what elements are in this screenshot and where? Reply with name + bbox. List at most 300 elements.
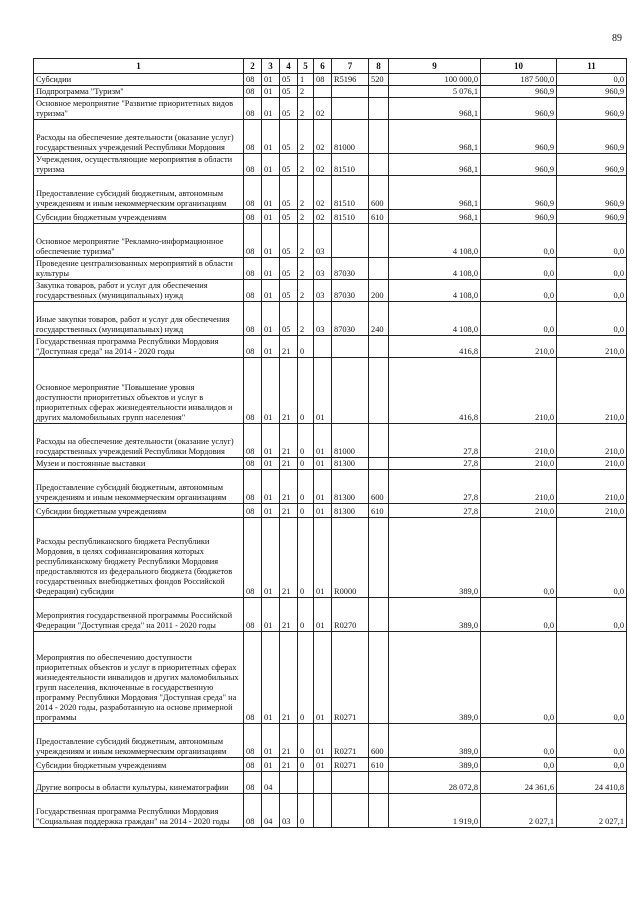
row-value-cell-col-9: 968,1 bbox=[389, 154, 481, 176]
row-value-cell-col-10: 960,9 bbox=[481, 176, 557, 210]
row-value-cell-col-3: 01 bbox=[262, 632, 280, 724]
row-value-cell-col-5 bbox=[298, 772, 314, 794]
row-value-cell-col-7: R0000 bbox=[332, 518, 369, 598]
row-value-cell-col-3: 01 bbox=[262, 74, 280, 86]
row-value-cell-col-2: 08 bbox=[244, 336, 262, 358]
row-value-cell-col-4: 05 bbox=[280, 120, 298, 154]
row-value-cell-col-10: 0,0 bbox=[481, 632, 557, 724]
row-value-cell-col-6: 03 bbox=[314, 224, 332, 258]
column-header-2: 2 bbox=[244, 59, 262, 74]
row-value-cell-col-7: 81510 bbox=[332, 176, 369, 210]
row-value-cell-col-5: 0 bbox=[298, 358, 314, 424]
row-value-cell-col-6: 01 bbox=[314, 518, 332, 598]
row-value-cell-col-2: 08 bbox=[244, 772, 262, 794]
column-header-4: 4 bbox=[280, 59, 298, 74]
row-value-cell-col-4: 05 bbox=[280, 302, 298, 336]
row-name-cell: Субсидии bbox=[34, 74, 244, 86]
row-value-cell-col-4: 21 bbox=[280, 470, 298, 504]
row-value-cell-col-6: 01 bbox=[314, 632, 332, 724]
row-value-cell-col-3: 01 bbox=[262, 154, 280, 176]
row-value-cell-col-4 bbox=[280, 772, 298, 794]
row-value-cell-col-5: 2 bbox=[298, 120, 314, 154]
row-name-cell: Основное мероприятие "Развитие приоритетных видов туризма" bbox=[34, 98, 244, 120]
row-value-cell-col-2: 08 bbox=[244, 176, 262, 210]
row-value-cell-col-6: 01 bbox=[314, 504, 332, 518]
table-row bbox=[34, 724, 627, 758]
row-value-cell-col-10: 0,0 bbox=[481, 598, 557, 632]
row-value-cell-col-2: 08 bbox=[244, 724, 262, 758]
row-value-cell-col-2: 08 bbox=[244, 258, 262, 280]
row-value-cell-col-7: 81510 bbox=[332, 154, 369, 176]
row-value-cell-col-4: 03 bbox=[280, 794, 298, 828]
row-value-cell-col-5: 2 bbox=[298, 86, 314, 98]
row-value-cell-col-6: 01 bbox=[314, 358, 332, 424]
table-row bbox=[34, 772, 627, 794]
row-value-cell-col-8 bbox=[369, 86, 389, 98]
row-value-cell-col-3: 04 bbox=[262, 772, 280, 794]
table-row bbox=[34, 176, 627, 210]
row-name-cell: Учреждения, осуществляющие мероприятия в области туризма bbox=[34, 154, 244, 176]
row-value-cell-col-2: 08 bbox=[244, 358, 262, 424]
table-row bbox=[34, 210, 627, 224]
row-value-cell-col-11: 960,9 bbox=[557, 176, 627, 210]
row-value-cell-col-4: 21 bbox=[280, 632, 298, 724]
row-name-cell: Расходы на обеспечение деятельности (оказание услуг) государственных учреждений Республики Мордовия bbox=[34, 424, 244, 458]
row-value-cell-col-9: 389,0 bbox=[389, 518, 481, 598]
row-value-cell-col-5: 0 bbox=[298, 598, 314, 632]
row-value-cell-col-6: 01 bbox=[314, 758, 332, 772]
row-value-cell-col-11: 210,0 bbox=[557, 470, 627, 504]
row-value-cell-col-11: 24 410,8 bbox=[557, 772, 627, 794]
row-value-cell-col-7 bbox=[332, 336, 369, 358]
row-value-cell-col-7: 81300 bbox=[332, 458, 369, 470]
row-value-cell-col-11: 0,0 bbox=[557, 258, 627, 280]
row-value-cell-col-9: 100 000,0 bbox=[389, 74, 481, 86]
table-row bbox=[34, 424, 627, 458]
row-value-cell-col-7: R0270 bbox=[332, 598, 369, 632]
row-value-cell-col-7: 81510 bbox=[332, 210, 369, 224]
row-value-cell-col-9: 1 919,0 bbox=[389, 794, 481, 828]
row-value-cell-col-9: 389,0 bbox=[389, 758, 481, 772]
table-row bbox=[34, 224, 627, 258]
row-value-cell-col-9: 27,8 bbox=[389, 470, 481, 504]
row-value-cell-col-6: 03 bbox=[314, 302, 332, 336]
row-value-cell-col-10: 0,0 bbox=[481, 518, 557, 598]
table-row bbox=[34, 504, 627, 518]
row-value-cell-col-3: 01 bbox=[262, 224, 280, 258]
row-value-cell-col-11: 960,9 bbox=[557, 120, 627, 154]
row-value-cell-col-11: 0,0 bbox=[557, 724, 627, 758]
row-value-cell-col-3: 01 bbox=[262, 336, 280, 358]
row-value-cell-col-8 bbox=[369, 598, 389, 632]
row-value-cell-col-10: 187 500,0 bbox=[481, 74, 557, 86]
row-value-cell-col-6: 01 bbox=[314, 598, 332, 632]
table-row bbox=[34, 258, 627, 280]
row-value-cell-col-6: 01 bbox=[314, 470, 332, 504]
row-value-cell-col-10: 210,0 bbox=[481, 358, 557, 424]
table-row bbox=[34, 74, 627, 86]
table-header-row bbox=[34, 59, 627, 74]
row-value-cell-col-7 bbox=[332, 794, 369, 828]
row-value-cell-col-2: 08 bbox=[244, 224, 262, 258]
row-value-cell-col-10: 0,0 bbox=[481, 758, 557, 772]
row-value-cell-col-3: 01 bbox=[262, 758, 280, 772]
row-value-cell-col-2: 08 bbox=[244, 424, 262, 458]
table-row bbox=[34, 470, 627, 504]
row-value-cell-col-8 bbox=[369, 98, 389, 120]
row-value-cell-col-2: 08 bbox=[244, 74, 262, 86]
column-header-3: 3 bbox=[262, 59, 280, 74]
row-value-cell-col-5: 0 bbox=[298, 504, 314, 518]
row-value-cell-col-10: 960,9 bbox=[481, 154, 557, 176]
row-value-cell-col-11: 210,0 bbox=[557, 424, 627, 458]
table-row bbox=[34, 598, 627, 632]
row-value-cell-col-6: 02 bbox=[314, 176, 332, 210]
row-value-cell-col-8 bbox=[369, 358, 389, 424]
row-value-cell-col-6 bbox=[314, 86, 332, 98]
row-value-cell-col-4: 21 bbox=[280, 724, 298, 758]
row-value-cell-col-8 bbox=[369, 518, 389, 598]
row-name-cell: Государственная программа Республики Мордовия "Социальная поддержка граждан" на 2014 - 2020 годы bbox=[34, 794, 244, 828]
row-value-cell-col-11: 0,0 bbox=[557, 632, 627, 724]
row-value-cell-col-4: 21 bbox=[280, 504, 298, 518]
row-value-cell-col-11: 210,0 bbox=[557, 504, 627, 518]
row-value-cell-col-3: 01 bbox=[262, 470, 280, 504]
row-value-cell-col-11: 0,0 bbox=[557, 758, 627, 772]
row-value-cell-col-3: 01 bbox=[262, 724, 280, 758]
column-header-1: 1 bbox=[34, 59, 244, 74]
row-name-cell: Предоставление субсидий бюджетным, автономным учреждениям и иным некоммерческим организациям bbox=[34, 470, 244, 504]
row-value-cell-col-2: 08 bbox=[244, 154, 262, 176]
column-header-9: 9 bbox=[389, 59, 481, 74]
row-value-cell-col-11: 0,0 bbox=[557, 74, 627, 86]
row-value-cell-col-10: 24 361,6 bbox=[481, 772, 557, 794]
row-value-cell-col-2: 08 bbox=[244, 470, 262, 504]
table-row bbox=[34, 98, 627, 120]
row-value-cell-col-3: 01 bbox=[262, 98, 280, 120]
row-value-cell-col-5: 0 bbox=[298, 424, 314, 458]
row-value-cell-col-3: 01 bbox=[262, 280, 280, 302]
row-name-cell: Закупка товаров, работ и услуг для обеспечения государственных (муниципальных) нужд bbox=[34, 280, 244, 302]
row-value-cell-col-3: 04 bbox=[262, 794, 280, 828]
row-name-cell: Государственная программа Республики Мордовия "Доступная среда" на 2014 - 2020 годы bbox=[34, 336, 244, 358]
row-value-cell-col-5: 0 bbox=[298, 758, 314, 772]
row-name-cell: Основное мероприятие "Рекламно-информационное обеспечение туризма" bbox=[34, 224, 244, 258]
table-row bbox=[34, 632, 627, 724]
row-value-cell-col-3: 01 bbox=[262, 424, 280, 458]
row-value-cell-col-2: 08 bbox=[244, 86, 262, 98]
row-value-cell-col-6: 01 bbox=[314, 424, 332, 458]
row-value-cell-col-6: 03 bbox=[314, 258, 332, 280]
row-value-cell-col-4: 05 bbox=[280, 224, 298, 258]
row-value-cell-col-9: 968,1 bbox=[389, 176, 481, 210]
row-value-cell-col-8: 610 bbox=[369, 210, 389, 224]
row-value-cell-col-4: 05 bbox=[280, 74, 298, 86]
row-value-cell-col-9: 4 108,0 bbox=[389, 302, 481, 336]
row-value-cell-col-11: 210,0 bbox=[557, 358, 627, 424]
row-value-cell-col-6: 08 bbox=[314, 74, 332, 86]
row-value-cell-col-5: 2 bbox=[298, 176, 314, 210]
row-value-cell-col-8 bbox=[369, 154, 389, 176]
row-value-cell-col-2: 08 bbox=[244, 794, 262, 828]
row-value-cell-col-3: 01 bbox=[262, 258, 280, 280]
table-row bbox=[34, 794, 627, 828]
row-value-cell-col-9: 389,0 bbox=[389, 724, 481, 758]
row-value-cell-col-4: 21 bbox=[280, 458, 298, 470]
row-value-cell-col-5: 0 bbox=[298, 458, 314, 470]
row-value-cell-col-9: 27,8 bbox=[389, 504, 481, 518]
row-value-cell-col-8 bbox=[369, 458, 389, 470]
row-value-cell-col-7: R0271 bbox=[332, 758, 369, 772]
table-row bbox=[34, 758, 627, 772]
row-value-cell-col-7 bbox=[332, 86, 369, 98]
row-value-cell-col-2: 08 bbox=[244, 598, 262, 632]
table-row bbox=[34, 458, 627, 470]
row-value-cell-col-2: 08 bbox=[244, 504, 262, 518]
table-row bbox=[34, 120, 627, 154]
row-value-cell-col-7: 87030 bbox=[332, 302, 369, 336]
row-value-cell-col-9: 4 108,0 bbox=[389, 280, 481, 302]
row-value-cell-col-10: 0,0 bbox=[481, 302, 557, 336]
row-value-cell-col-8 bbox=[369, 794, 389, 828]
row-value-cell-col-6: 01 bbox=[314, 458, 332, 470]
row-value-cell-col-7: 87030 bbox=[332, 280, 369, 302]
row-value-cell-col-2: 08 bbox=[244, 758, 262, 772]
row-value-cell-col-11: 960,9 bbox=[557, 86, 627, 98]
budget-table bbox=[33, 58, 627, 828]
row-value-cell-col-8: 200 bbox=[369, 280, 389, 302]
row-value-cell-col-9: 416,8 bbox=[389, 336, 481, 358]
row-value-cell-col-3: 01 bbox=[262, 176, 280, 210]
row-value-cell-col-3: 01 bbox=[262, 458, 280, 470]
row-name-cell: Предоставление субсидий бюджетным, автономным учреждениям и иным некоммерческим организациям bbox=[34, 176, 244, 210]
row-value-cell-col-6: 01 bbox=[314, 724, 332, 758]
row-name-cell: Мероприятия по обеспечению доступности приоритетных объектов и услуг в приоритетных сферах жизнедеятельности инвалидов и других маломобильных групп населения, включенные в государственную программу Республики Мордовия "Доступная среда" на 2014 - 2020 годы, разработанную на основе примерной программы bbox=[34, 632, 244, 724]
row-value-cell-col-10: 2 027,1 bbox=[481, 794, 557, 828]
row-value-cell-col-9: 968,1 bbox=[389, 120, 481, 154]
row-value-cell-col-7: R5196 bbox=[332, 74, 369, 86]
row-value-cell-col-10: 960,9 bbox=[481, 120, 557, 154]
row-value-cell-col-8: 240 bbox=[369, 302, 389, 336]
row-value-cell-col-5: 0 bbox=[298, 518, 314, 598]
row-value-cell-col-4: 21 bbox=[280, 358, 298, 424]
row-name-cell: Субсидии бюджетным учреждениям bbox=[34, 504, 244, 518]
row-value-cell-col-11: 210,0 bbox=[557, 458, 627, 470]
row-name-cell: Субсидии бюджетным учреждениям bbox=[34, 210, 244, 224]
table-row bbox=[34, 358, 627, 424]
row-value-cell-col-9: 968,1 bbox=[389, 210, 481, 224]
row-value-cell-col-7: 81000 bbox=[332, 424, 369, 458]
row-value-cell-col-4: 21 bbox=[280, 758, 298, 772]
row-value-cell-col-8: 520 bbox=[369, 74, 389, 86]
row-value-cell-col-4: 05 bbox=[280, 86, 298, 98]
row-value-cell-col-5: 2 bbox=[298, 224, 314, 258]
table-row bbox=[34, 154, 627, 176]
row-value-cell-col-5: 0 bbox=[298, 336, 314, 358]
row-value-cell-col-10: 0,0 bbox=[481, 224, 557, 258]
row-value-cell-col-10: 960,9 bbox=[481, 86, 557, 98]
row-value-cell-col-7 bbox=[332, 224, 369, 258]
table-row bbox=[34, 86, 627, 98]
row-value-cell-col-9: 968,1 bbox=[389, 98, 481, 120]
row-value-cell-col-6: 02 bbox=[314, 98, 332, 120]
row-value-cell-col-5: 2 bbox=[298, 280, 314, 302]
row-value-cell-col-9: 389,0 bbox=[389, 598, 481, 632]
column-header-10: 10 bbox=[481, 59, 557, 74]
row-value-cell-col-7 bbox=[332, 98, 369, 120]
row-value-cell-col-6 bbox=[314, 336, 332, 358]
row-value-cell-col-7: 81300 bbox=[332, 504, 369, 518]
row-name-cell: Расходы на обеспечение деятельности (оказание услуг) государственных учреждений Республики Мордовия bbox=[34, 120, 244, 154]
row-value-cell-col-9: 4 108,0 bbox=[389, 258, 481, 280]
row-value-cell-col-9: 27,8 bbox=[389, 424, 481, 458]
row-value-cell-col-7: R0271 bbox=[332, 724, 369, 758]
row-value-cell-col-5: 0 bbox=[298, 632, 314, 724]
row-value-cell-col-7: R0271 bbox=[332, 632, 369, 724]
row-value-cell-col-3: 01 bbox=[262, 504, 280, 518]
row-value-cell-col-10: 0,0 bbox=[481, 258, 557, 280]
row-value-cell-col-8 bbox=[369, 224, 389, 258]
row-value-cell-col-11: 0,0 bbox=[557, 518, 627, 598]
row-value-cell-col-4: 21 bbox=[280, 598, 298, 632]
row-value-cell-col-10: 960,9 bbox=[481, 98, 557, 120]
row-value-cell-col-11: 960,9 bbox=[557, 154, 627, 176]
row-value-cell-col-5: 2 bbox=[298, 98, 314, 120]
row-value-cell-col-5: 2 bbox=[298, 258, 314, 280]
row-value-cell-col-4: 05 bbox=[280, 210, 298, 224]
row-value-cell-col-4: 21 bbox=[280, 518, 298, 598]
table-row bbox=[34, 302, 627, 336]
row-value-cell-col-2: 08 bbox=[244, 280, 262, 302]
row-value-cell-col-11: 0,0 bbox=[557, 598, 627, 632]
column-header-11: 11 bbox=[557, 59, 627, 74]
row-value-cell-col-10: 210,0 bbox=[481, 470, 557, 504]
row-value-cell-col-3: 01 bbox=[262, 302, 280, 336]
row-value-cell-col-4: 21 bbox=[280, 336, 298, 358]
row-name-cell: Подпрограмма "Туризм" bbox=[34, 86, 244, 98]
row-value-cell-col-3: 01 bbox=[262, 120, 280, 154]
column-header-6: 6 bbox=[314, 59, 332, 74]
row-value-cell-col-4: 05 bbox=[280, 280, 298, 302]
row-value-cell-col-3: 01 bbox=[262, 210, 280, 224]
row-value-cell-col-6: 02 bbox=[314, 154, 332, 176]
row-value-cell-col-9: 5 076,1 bbox=[389, 86, 481, 98]
row-value-cell-col-6 bbox=[314, 772, 332, 794]
row-value-cell-col-2: 08 bbox=[244, 210, 262, 224]
row-value-cell-col-2: 08 bbox=[244, 120, 262, 154]
row-value-cell-col-7: 87030 bbox=[332, 258, 369, 280]
row-name-cell: Расходы республиканского бюджета Республики Мордовия, в целях софинансирования которых республиканскому бюджету Республики Мордовия предоставляются из федерального бюджета (бюджетов государственных внебюджетных фондов Российской Федерации) субсидии bbox=[34, 518, 244, 598]
row-value-cell-col-8 bbox=[369, 632, 389, 724]
row-value-cell-col-3: 01 bbox=[262, 518, 280, 598]
row-value-cell-col-11: 0,0 bbox=[557, 280, 627, 302]
row-value-cell-col-9: 4 108,0 bbox=[389, 224, 481, 258]
row-value-cell-col-2: 08 bbox=[244, 518, 262, 598]
column-header-5: 5 bbox=[298, 59, 314, 74]
row-value-cell-col-4: 05 bbox=[280, 98, 298, 120]
row-value-cell-col-11: 2 027,1 bbox=[557, 794, 627, 828]
row-name-cell: Другие вопросы в области культуры, кинематографии bbox=[34, 772, 244, 794]
row-value-cell-col-4: 05 bbox=[280, 176, 298, 210]
row-name-cell: Проведение централизованных мероприятий в области культуры bbox=[34, 258, 244, 280]
row-value-cell-col-5: 2 bbox=[298, 154, 314, 176]
row-value-cell-col-4: 21 bbox=[280, 424, 298, 458]
row-name-cell: Субсидии бюджетным учреждениям bbox=[34, 758, 244, 772]
row-value-cell-col-5: 0 bbox=[298, 794, 314, 828]
row-value-cell-col-8: 600 bbox=[369, 176, 389, 210]
row-value-cell-col-10: 0,0 bbox=[481, 724, 557, 758]
row-value-cell-col-5: 1 bbox=[298, 74, 314, 86]
row-value-cell-col-5: 0 bbox=[298, 724, 314, 758]
row-name-cell: Иные закупки товаров, работ и услуг для обеспечения государственных (муниципальных) нужд bbox=[34, 302, 244, 336]
row-name-cell: Мероприятия государственной программы Российской Федерации "Доступная среда" на 2011 - 2020 годы bbox=[34, 598, 244, 632]
row-value-cell-col-8 bbox=[369, 258, 389, 280]
table-row bbox=[34, 336, 627, 358]
row-value-cell-col-2: 08 bbox=[244, 302, 262, 336]
row-value-cell-col-8 bbox=[369, 424, 389, 458]
row-name-cell: Основное мероприятие "Повышение уровня доступности приоритетных объектов и услуг в приоритетных сферах жизнедеятельности инвалидов и других маломобильных групп населения" bbox=[34, 358, 244, 424]
row-value-cell-col-10: 0,0 bbox=[481, 280, 557, 302]
table-row bbox=[34, 518, 627, 598]
row-value-cell-col-8: 600 bbox=[369, 470, 389, 504]
row-value-cell-col-7 bbox=[332, 358, 369, 424]
row-value-cell-col-6 bbox=[314, 794, 332, 828]
row-value-cell-col-8: 610 bbox=[369, 504, 389, 518]
row-value-cell-col-7 bbox=[332, 772, 369, 794]
row-value-cell-col-7: 81300 bbox=[332, 470, 369, 504]
row-value-cell-col-8 bbox=[369, 772, 389, 794]
row-value-cell-col-9: 28 072,8 bbox=[389, 772, 481, 794]
row-value-cell-col-10: 210,0 bbox=[481, 504, 557, 518]
table-row bbox=[34, 280, 627, 302]
row-value-cell-col-9: 27,8 bbox=[389, 458, 481, 470]
row-value-cell-col-6: 03 bbox=[314, 280, 332, 302]
row-value-cell-col-11: 0,0 bbox=[557, 302, 627, 336]
page-number: 89 bbox=[612, 33, 622, 44]
row-value-cell-col-8: 610 bbox=[369, 758, 389, 772]
row-value-cell-col-11: 960,9 bbox=[557, 210, 627, 224]
row-value-cell-col-10: 210,0 bbox=[481, 458, 557, 470]
row-value-cell-col-5: 0 bbox=[298, 470, 314, 504]
row-value-cell-col-6: 02 bbox=[314, 210, 332, 224]
row-value-cell-col-7: 81000 bbox=[332, 120, 369, 154]
row-value-cell-col-10: 210,0 bbox=[481, 424, 557, 458]
row-value-cell-col-8: 600 bbox=[369, 724, 389, 758]
row-value-cell-col-4: 05 bbox=[280, 154, 298, 176]
row-value-cell-col-11: 960,9 bbox=[557, 98, 627, 120]
column-header-7: 7 bbox=[332, 59, 369, 74]
row-value-cell-col-2: 08 bbox=[244, 632, 262, 724]
row-value-cell-col-3: 01 bbox=[262, 358, 280, 424]
row-value-cell-col-2: 08 bbox=[244, 98, 262, 120]
row-name-cell: Предоставление субсидий бюджетным, автономным учреждениям и иным некоммерческим организациям bbox=[34, 724, 244, 758]
row-value-cell-col-2: 08 bbox=[244, 458, 262, 470]
row-value-cell-col-9: 389,0 bbox=[389, 632, 481, 724]
row-value-cell-col-6: 02 bbox=[314, 120, 332, 154]
row-value-cell-col-10: 210,0 bbox=[481, 336, 557, 358]
row-value-cell-col-5: 2 bbox=[298, 302, 314, 336]
row-value-cell-col-11: 0,0 bbox=[557, 224, 627, 258]
row-value-cell-col-4: 05 bbox=[280, 258, 298, 280]
row-value-cell-col-8 bbox=[369, 120, 389, 154]
row-name-cell: Музеи и постоянные выставки bbox=[34, 458, 244, 470]
row-value-cell-col-11: 210,0 bbox=[557, 336, 627, 358]
row-value-cell-col-5: 2 bbox=[298, 210, 314, 224]
row-value-cell-col-10: 960,9 bbox=[481, 210, 557, 224]
row-value-cell-col-9: 416,8 bbox=[389, 358, 481, 424]
column-header-8: 8 bbox=[369, 59, 389, 74]
row-value-cell-col-8 bbox=[369, 336, 389, 358]
